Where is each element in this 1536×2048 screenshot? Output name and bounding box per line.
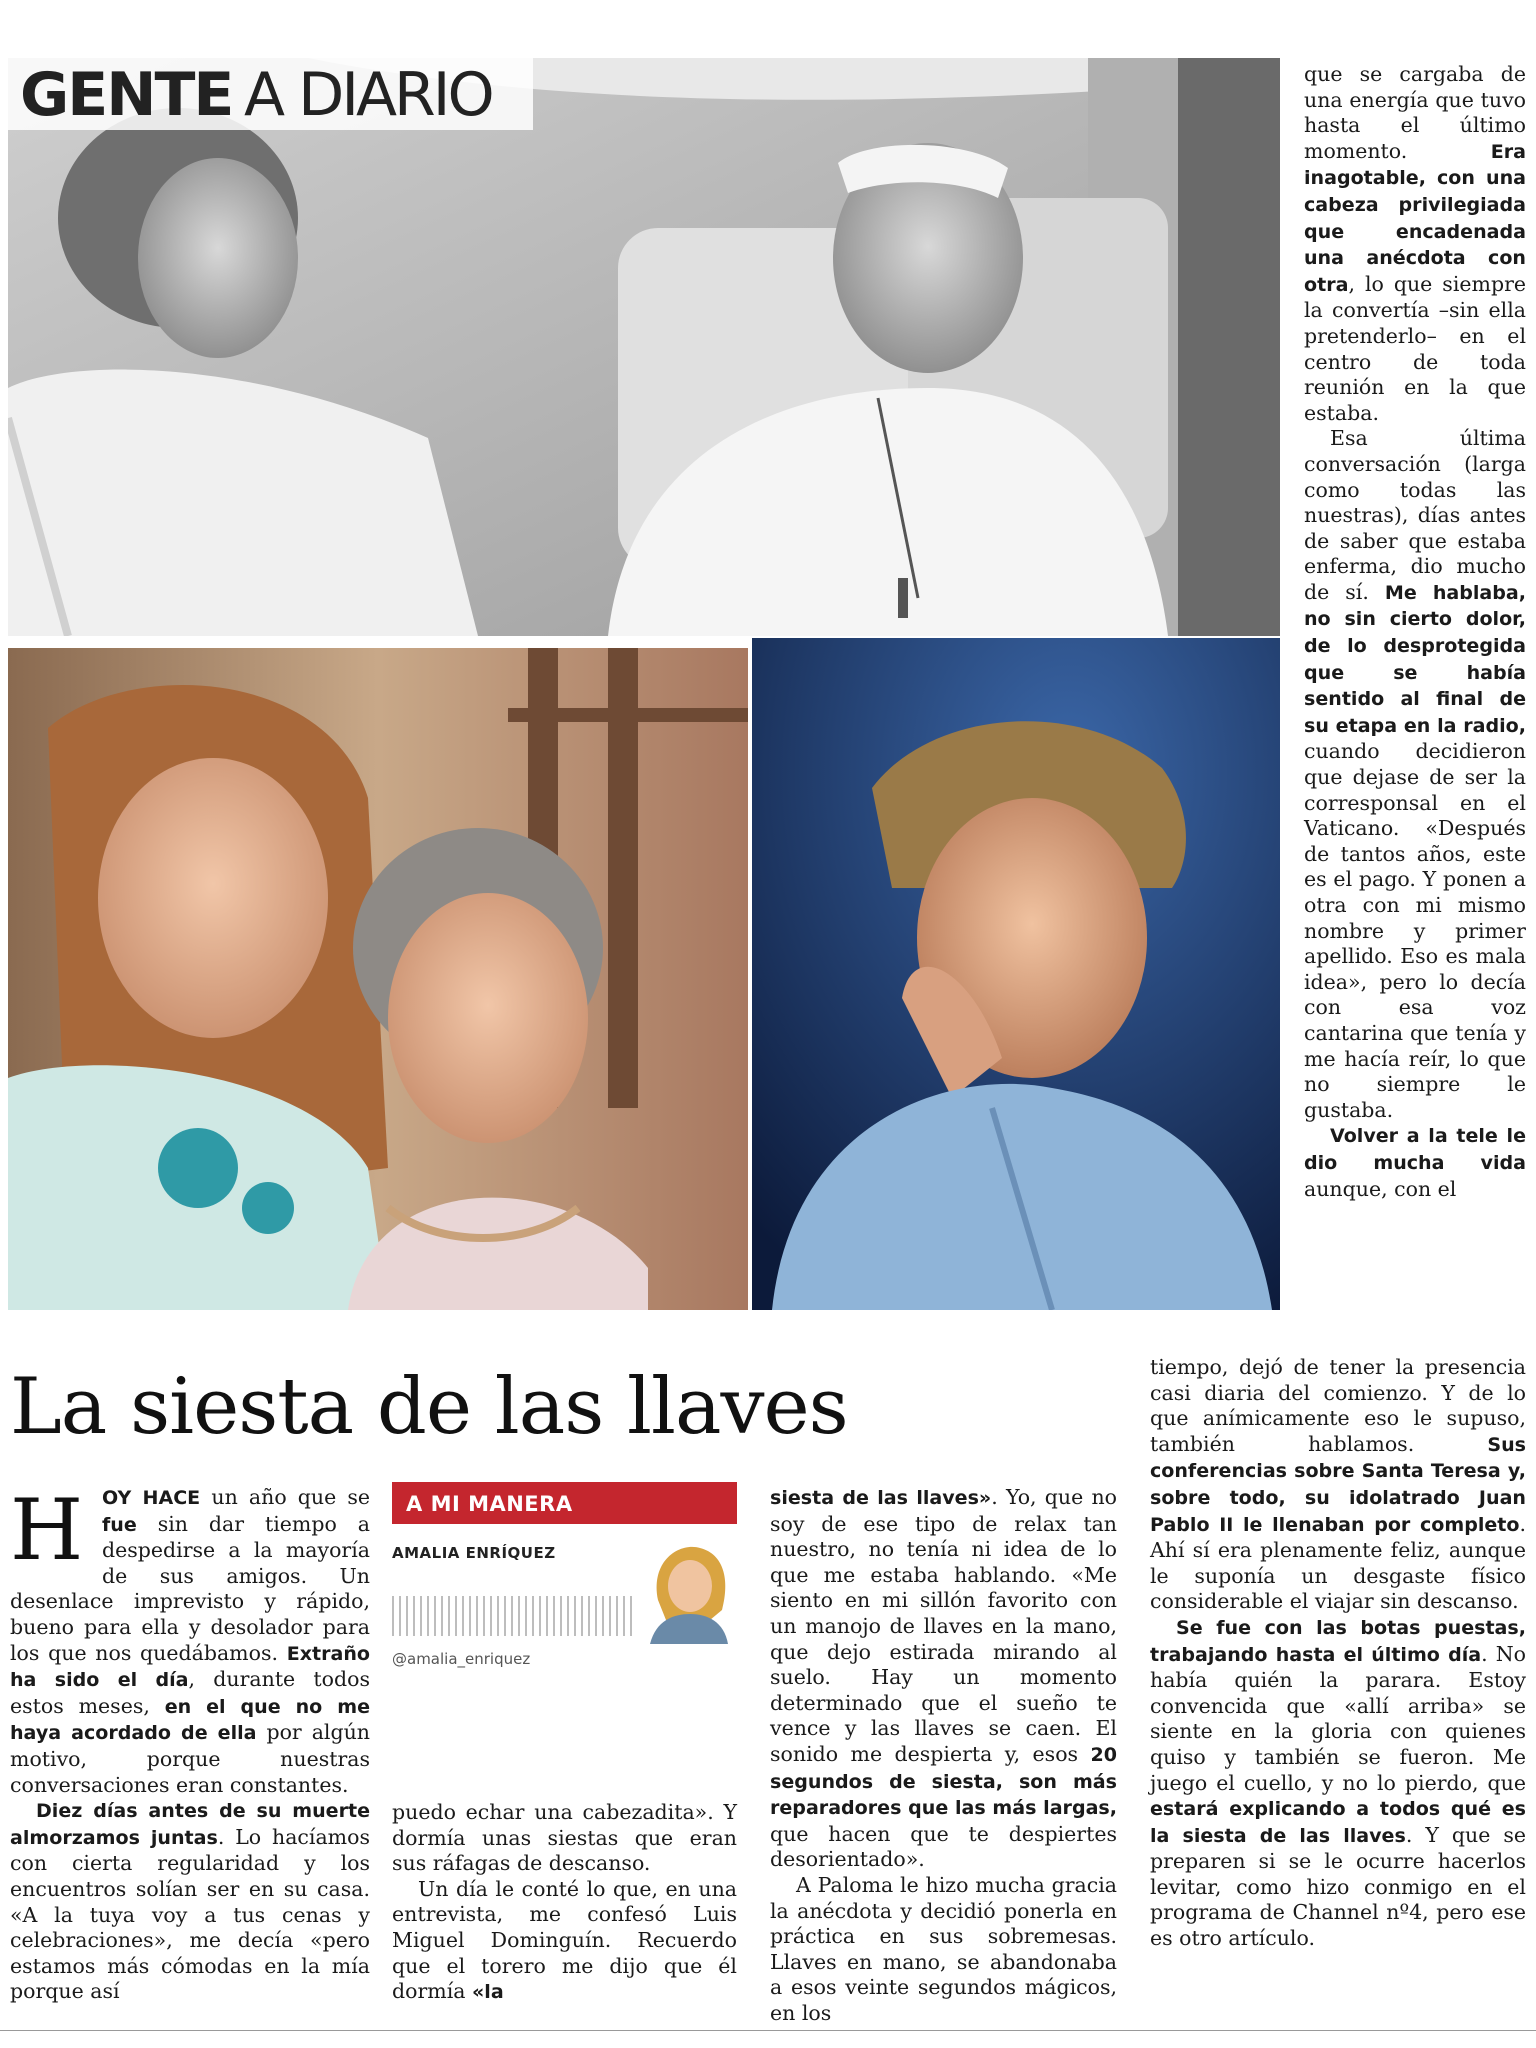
text-run: aunque, con el [1304,1176,1457,1201]
col3-p2 [770,1873,1117,2025]
body-column-2 [392,1800,737,2006]
bold-run: estará explicando a todos qué es la siesta de las llaves [1150,1798,1526,1847]
col2-p2 [392,1877,737,2003]
drop-cap: H [10,1481,84,1579]
section-header [8,58,533,130]
bold-run: Se fue con las botas puestas, trabajando hasta el último día [1150,1616,1526,1666]
text-run: cuando decidieron que dejase de ser la corresponsal en el Vaticano. «Después de tantos años, este es el pago. Y ponen a otra con mi mismo nombre y primer apellido. Eso es mala idea», pero lo decía con esa voz cantarina que tenía y me hacía reír, lo que no siempre le gustaba. [1304,739,1526,1122]
col1-p2 [10,1798,370,2003]
text-run: puedo echar una cabezadita». Y dormía unas siestas que eran sus ráfagas de descanso. [392,1800,737,1876]
bold-run: siesta de las llaves» [770,1487,992,1509]
paragraph [770,1873,1117,2027]
headline: La siesta de las llaves [10,1362,848,1452]
paragraph [1304,426,1526,1123]
text-run: un año que se [211,1485,370,1509]
text-run: . Y que se preparen si se le ocurre hacerlos levitar, como hizo conmigo en el programa de Channel nº4, pero ese es otro artículo. [1150,1822,1526,1951]
author-handle: @amalia_enriquez [392,1650,531,1668]
body-column-1 [10,1481,370,2005]
text-run: , lo que siempre la convertía –sin ella pretenderlo– en el centro de toda reunión en la que estaba. [1304,271,1526,425]
bottom-rule [0,2030,1536,2031]
col2-p1 [392,1800,737,1875]
body-column-5 [1150,1355,1526,1952]
paragraph [770,1485,1117,1873]
bold-run: Volver a la tele le dio mucha vida [1304,1125,1526,1174]
paragraph [392,1800,737,1877]
col3-p1 [770,1485,1117,1871]
paragraph [1304,62,1526,426]
text-run: . Lo hacíamos con cierta regularidad y los encuentros solían ser en su casa. «A la tuya voy a tus cenas y celebraciones», me decía «pero estamos más cómodas en la mía porque así [10,1824,370,2004]
text-run: que hacen que te despiertes desorientado». [770,1821,1117,1872]
photo-paloma-with-pope [8,58,1280,636]
decorative-hatch [392,1596,632,1636]
col4-p3a [1304,1123,1526,1200]
author-photo [640,1540,736,1644]
text-run: , durante todos estos meses, [10,1667,370,1718]
paragraph [10,1798,370,2005]
bold-run: OY HACE [102,1487,212,1509]
photo-paloma-portrait [752,638,1280,1310]
text-run: . Ahí sí era plenamente feliz, aunque le suponía un desgaste físico considerable el viajar sin descanso. [1150,1511,1526,1614]
col5-p4 [1150,1615,1526,1950]
bold-run: fue [102,1513,137,1536]
paragraph [392,1877,737,2006]
photo-author-with-paloma [8,648,748,1310]
body-column-3 [770,1485,1117,2026]
text-run: sin dar tiempo a despedirse a la mayoría de sus amigos. Un desenlace imprevisto y rápido, bueno para ella y desolador para los que nos quedábamos. [10,1511,370,1665]
column-label: A MI MANERA [406,1492,573,1516]
bold-run: Me hablaba, no sin cierto dolor, de lo desprotegida que se había sentido al final de su etapa en la radio, [1304,581,1526,737]
bold-run: Sus conferencias sobre Santa Teresa y, sobre todo, su idolatrado Juan Pablo II le llenaban por completo [1150,1433,1526,1536]
bold-run: «la [472,1981,504,2004]
text-run: . Yo, que no soy de ese tipo de relax tan nuestro, no tenía ni idea de lo que me estaba hablando. «Me siento en mi sillón favorito con un manojo de llaves en la mano, que dejo estirada mirando al suelo. Hay un momento determinado que el sueño te vence y las llaves se caen. El sonido me despierta y, esos [770,1485,1117,1766]
paragraph [1150,1355,1526,1615]
section-header-bold: GENTE [20,60,233,130]
text-run: Esa última conversación (larga como todas las nuestras), días antes de saber que estaba enferma, dio mucho de sí. [1304,426,1526,604]
text-run: Un día le conté lo que, en una entrevista, me confesó Luis Miguel Dominguín. Recuerdo que el torero me dijo que él dormía [392,1876,737,2004]
col5-p3b [1150,1355,1526,1613]
col1-p1 [10,1481,370,1797]
body-column-4 [1304,62,1526,1202]
bold-run: Era inagotable, con una cabeza privilegiada que encadenada una anécdota con otra [1304,140,1526,296]
text-run: . No había quién la parara. Estoy convencida que «allí arriba» se siente en la gloria con quienes quiso y también se fueron. Me juego el cuello, y no lo pierdo, que [1150,1641,1527,1795]
bold-run: Diez días antes de su muerte almorzamos juntas [10,1800,370,1849]
col4-p2 [1304,426,1526,1121]
author-name: AMALIA ENRÍQUEZ [392,1544,556,1562]
bold-run: 20 segundos de siesta, son más reparadores que las más largas, [770,1743,1117,1820]
paragraph [1150,1615,1526,1952]
section-header-light: A DIARIO [244,60,492,130]
bold-run: Extraño ha sido el día [10,1642,370,1692]
col4-p1 [1304,62,1526,425]
text-run: A Paloma le hizo mucha gracia la anécdota y decidió ponerla en práctica en sus sobremesas. Llaves en mano, se abandonaba a esos veinte segundos mágicos, en los [770,1872,1117,2025]
text-run: tiempo, dejó de tener la presencia casi diaria del comienzo. Y de lo que anímicamente eso le supuso, también hablamos. [1150,1355,1526,1456]
paragraph [1304,1123,1526,1202]
text-run: que se cargaba de una energía que tuvo hasta el último momento. [1304,62,1526,163]
paragraph [10,1481,370,1798]
text-run: por algún motivo, porque nuestras conversaciones eran constantes. [10,1720,370,1797]
bold-run: en el que no me haya acordado de ella [10,1695,370,1745]
